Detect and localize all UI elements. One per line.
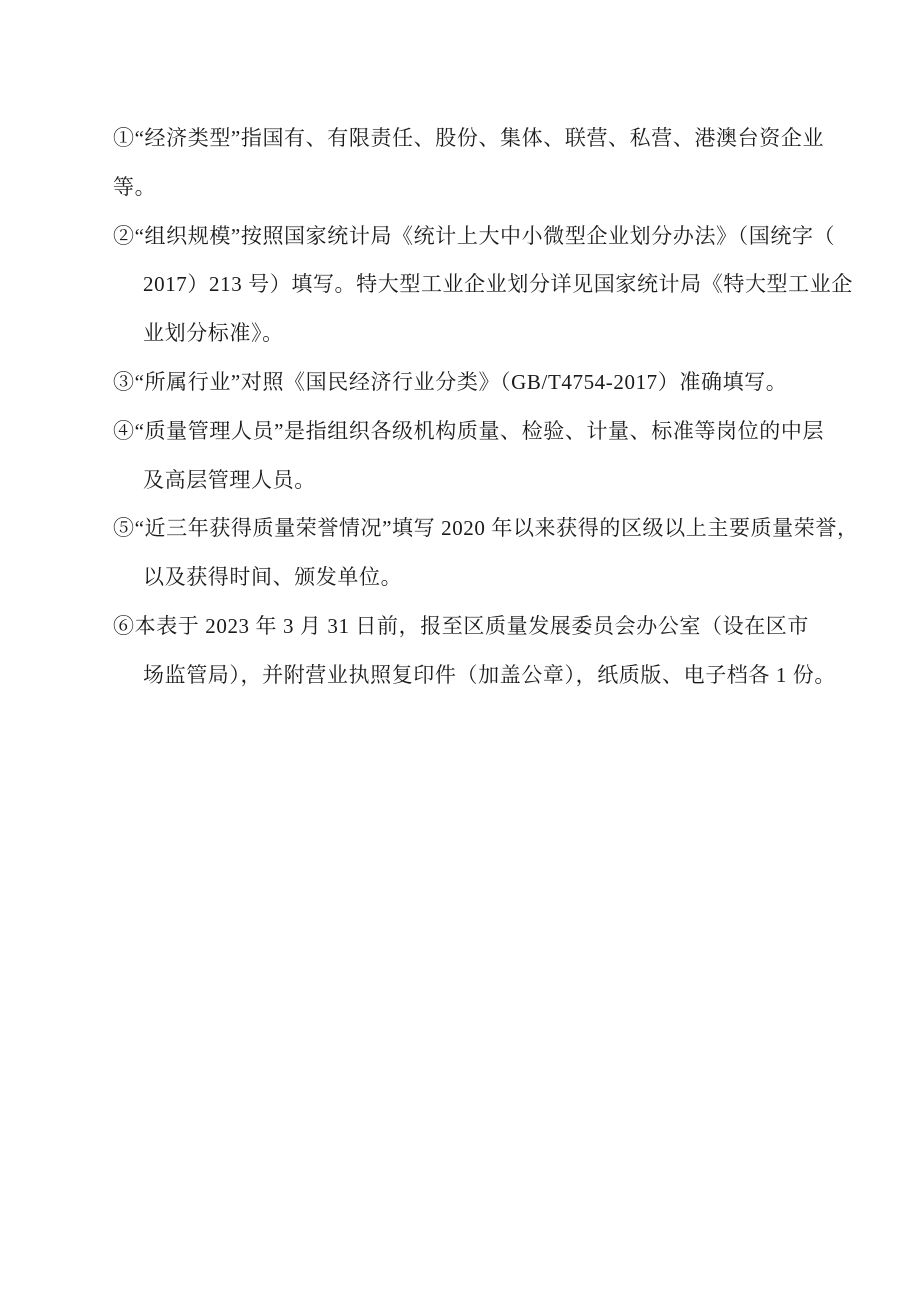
document-line: 2017）213 号）填写。特大型工业企业划分详见国家统计局《特大型工业企 [143, 272, 853, 297]
document-line: 业划分标准》。 [143, 321, 284, 346]
document-line: ①“经济类型”指国有、有限责任、股份、集体、联营、私营、港澳台资企业 [113, 126, 825, 150]
note-paragraph-④ [113, 407, 883, 505]
notes-text-block [113, 114, 883, 700]
note-paragraph-⑥ [113, 602, 883, 700]
document-line: 场监管局），并附营业执照复印件（加盖公章），纸质版、电子档各 1 份。 [143, 662, 836, 687]
document-line: ⑤“近三年获得质量荣誉情况”填写 2020 年以来获得的区级以上主要质量荣誉， [113, 516, 859, 541]
note-paragraph-③ [113, 358, 883, 407]
document-line: 以及获得时间、颁发单位。 [143, 565, 403, 590]
note-paragraph-① [113, 114, 883, 212]
document-line: ⑥本表于 2023 年 3 月 31 日前，报至区质量发展委员会办公室（设在区市 [113, 613, 809, 638]
note-paragraph-⑤ [113, 504, 883, 602]
document-line: 及高层管理人员。 [143, 467, 316, 492]
document-line: 等。 [113, 174, 157, 199]
document-line: ③“所属行业”对照《国民经济行业分类》（GB/T4754-2017）准确填写。 [113, 369, 788, 394]
document-line: ②“组织规模”按照国家统计局《统计上大中小微型企业划分办法》（国统字（ [113, 223, 836, 248]
note-paragraph-② [113, 212, 883, 358]
document-line: ④“质量管理人员”是指组织各级机构质量、检验、计量、标准等岗位的中层 [113, 418, 825, 443]
